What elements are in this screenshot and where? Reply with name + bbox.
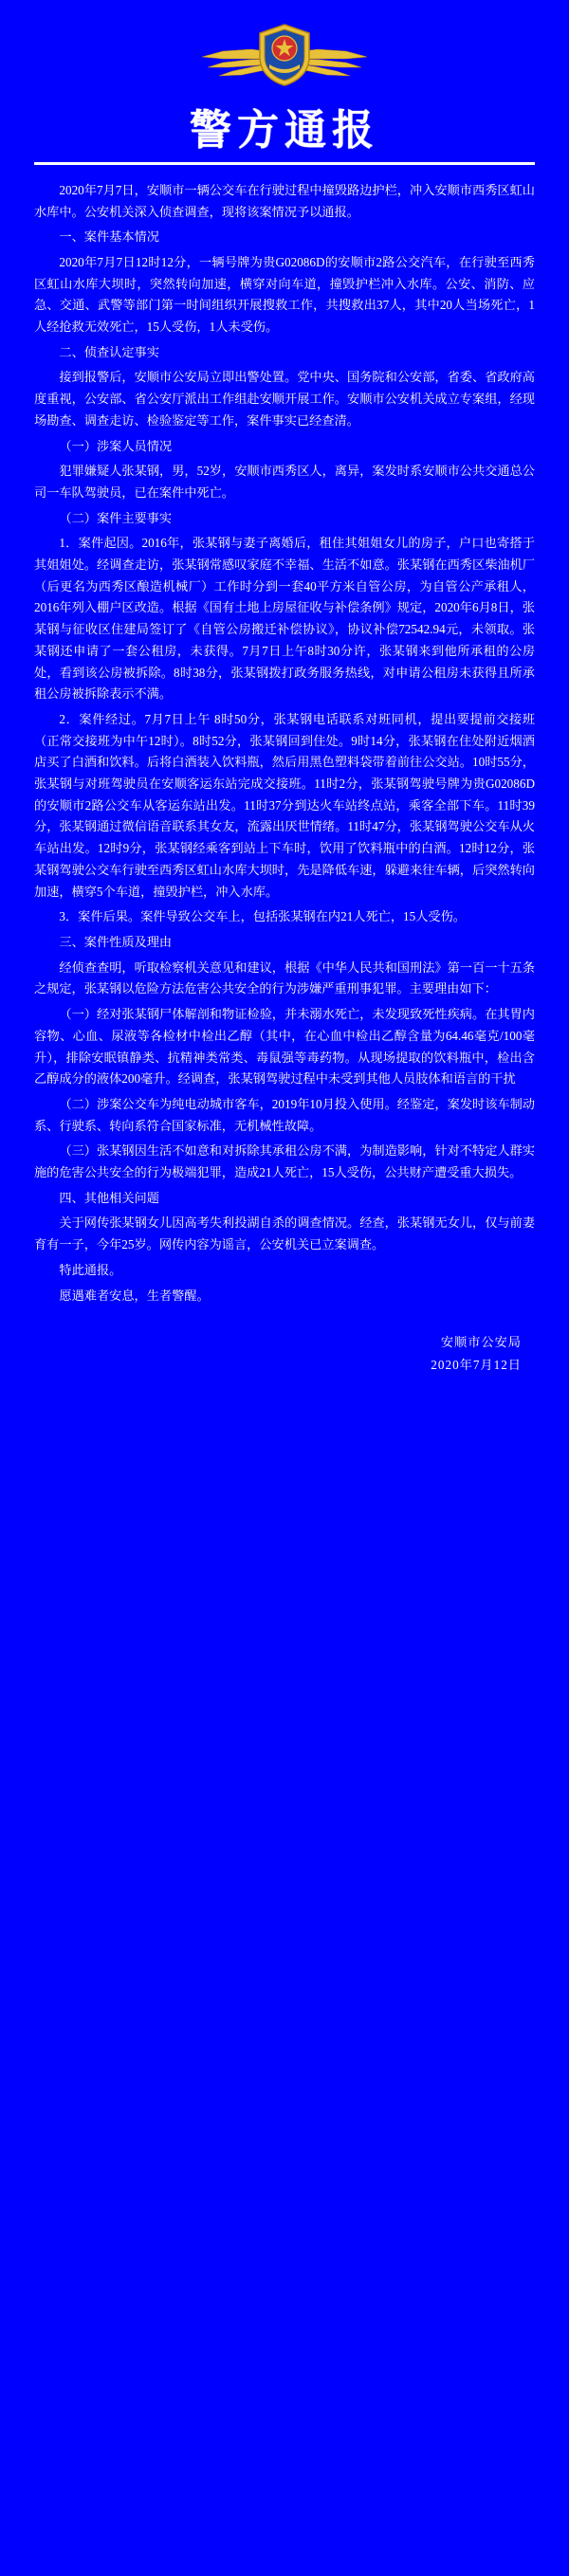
subsection-heading: （二）案件主要事实	[59, 510, 173, 525]
paragraph: 犯罪嫌疑人张某钢，男，52岁，安顺市西秀区人，离异，案发时系安顺市公共交通总公司一车队驾驶员，已在案件中死亡。	[34, 464, 535, 500]
section-heading: 一、案件基本情况	[59, 229, 159, 245]
signature-block	[34, 1331, 535, 1377]
paragraph: （三）张某钢因生活不如意和对拆除其承租公房不满，为制造影响，针对不特定人群实施的危害公共安全的行为极端犯罪，造成21人死亡，15人受伤，公共财产遭受重大损失。	[34, 1143, 535, 1180]
issuing-organization: 安顺市公安局	[440, 1335, 522, 1350]
paragraph: 经侦查查明，听取检察机关意见和建议，根据《中华人民共和国刑法》第一百一十五条之规定，张某钢以危险方法危害公共安全的行为涉嫌严重刑事犯罪。主要理由如下：	[34, 959, 535, 996]
paragraph: 愿遇难者安息，生者警醒。	[59, 1288, 210, 1303]
paragraph: 2．案件经过。7月7日上午 8时50分，张某钢电话联系对班同机，提出要提前交接班（正常交接班为中午12时）。8时52分，张某钢回到住处。9时14分，张某钢在住处附近烟酒店买了白酒和饮料。后将白酒装入饮料瓶，然后用黑色塑料袋带着前往公交站。10时55分，张某钢与对班驾驶员在安顺客运东站完成交接班。11时2分，张某钢驾驶号牌为贵G02086D的安顺市2路公交车从客运东站出发。11时37分到达火车站终点站，乘客全部下车。11时39分，张某钢通过微信语音联系其女友，流露出厌世情绪。11时47分，张某钢驾驶公交车从火车站出发。12时9分，张某钢经乘客到站上下车时，饮用了饮料瓶中的白酒。12时12分，张某钢驾驶公交车行驶至西秀区虹山水库大坝时，先是降低车速，躲避来往车辆，后突然转向加速，横穿5个车道，撞毁护栏，冲入水库。	[34, 711, 535, 899]
page-title: 警方通报	[190, 107, 379, 154]
notice-body	[34, 180, 535, 1306]
issue-date: 2020年7月12日	[431, 1358, 522, 1373]
paragraph: （一）经对张某钢尸体解剖和物证检验，并未溺水死亡，未发现致死性疾病。在其胃内容物、心血、尿液等各检材中检出乙醇（其中，在心血中检出乙醇含量为64.46毫克/100毫升），排除安眠镇静类、抗精神类常类、毒鼠强等毒药物。从现场提取的饮料瓶中，检出含乙醇成分的液体200毫升。经调查，张某钢驾驶过程中未受到其他人员肢体和语言的干扰	[34, 1007, 535, 1087]
section-heading: 三、案件性质及理由	[59, 935, 173, 949]
section-heading: 四、其他相关问题	[59, 1190, 159, 1205]
paragraph: 接到报警后，安顺市公安局立即出警处置。党中央、国务院和公安部，省委、省政府高度重视，公安部、省公安厅派出工作组赴安顺开展工作。安顺市公安机关成立专案组，经现场勘查、调查走访、检验鉴定等工作，案件事实已经查清。	[34, 370, 535, 428]
paragraph: 3．案件后果。案件导致公交车上，包括张某钢在内21人死亡，15人受伤。	[59, 909, 466, 924]
emblem-shield-icon	[256, 23, 313, 87]
paragraph: 1．案件起因。2016年，张某钢与妻子离婚后，租住其姐姐女儿的房子，户口也寄搭于其姐姐处。经调查走访，张某钢常感叹家庭不幸福、生活不如意。张某钢在西秀区柴油机厂（后更名为西秀区酿造机械厂）工作时分到一套40平方米自管公房，为自管公产承租人，2016年列入棚户区改造。根据《国有土地上房屋征收与补偿条例》规定，2020年6月8日，张某钢与征收区住建局签订了《自管公房搬迁补偿协议》，协议补偿72542.94元，未领取。张某钢还申请了一套公租房，未获得。7月7日上午8时30分许，张某钢来到他所承租的公房处，看到该公房被拆除。8时38分，张某钢拨打政务服务热线，对申请公租房未获得且所承租公房被拆除表示不满。	[34, 536, 535, 702]
police-emblem	[194, 19, 375, 100]
subsection-heading: （一）涉案人员情况	[59, 438, 173, 453]
paragraph: 关于网传张某钢女儿因高考失利投湖自杀的调查情况。经查，张某钢无女儿，仅与前妻育有一子，今年25岁。网传内容为谣言，公安机关已立案调查。	[34, 1215, 535, 1252]
paragraph: 特此通报。	[59, 1262, 122, 1277]
title-divider	[34, 162, 535, 165]
emblem-container	[34, 19, 535, 100]
paragraph: 2020年7月7日12时12分，一辆号牌为贵G02086D的安顺市2路公交汽车，在行驶至西秀区虹山水库大坝时，突然转向加速，横穿对向车道，撞毁护栏冲入水库。公安、消防、应急、交通、武警等部门第一时间组织开展搜救工作，共搜救出37人，其中20人当场死亡，1人经抢救无效死亡，15人受伤，1人未受伤。	[34, 254, 535, 335]
paragraph: 2020年7月7日，安顺市一辆公交车在行驶过程中撞毁路边护栏，冲入安顺市西秀区虹山水库中。公安机关深入侦查调查，现将该案情况予以通报。	[34, 182, 535, 219]
section-heading: 二、侦查认定事实	[59, 344, 159, 359]
paragraph: （二）涉案公交车为纯电动城市客车，2019年10月投入使用。经鉴定，案发时该车制动系、行驶系、转向系符合国家标准，无机械性故障。	[34, 1096, 535, 1133]
